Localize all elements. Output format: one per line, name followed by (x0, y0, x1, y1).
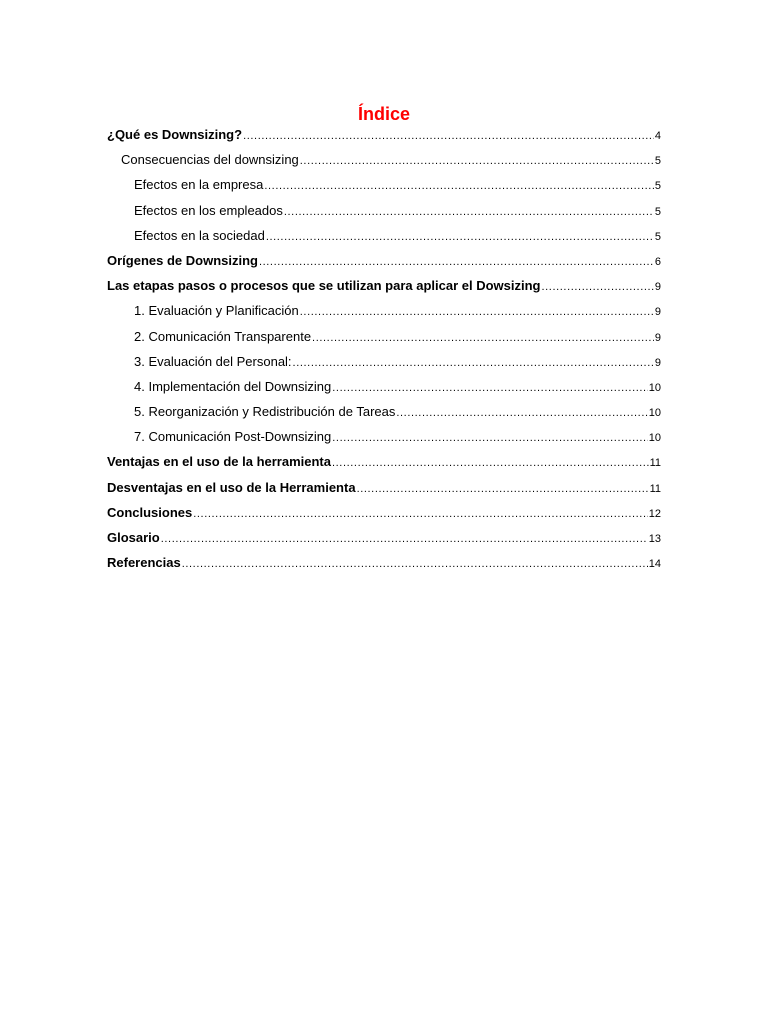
toc-page-number: 13 (648, 533, 661, 545)
toc-dot-leader (284, 200, 654, 225)
toc-entry-text[interactable]: 3. Evaluación del Personal: (134, 353, 292, 369)
toc-page-number: 10 (648, 381, 661, 394)
toc-dot-leader (243, 124, 654, 149)
toc-entry-text[interactable]: 4. Implementación del Downsizing (134, 378, 332, 394)
toc-entry-text[interactable]: Consecuencias del downsizing (121, 152, 299, 168)
toc-dot-leader (357, 477, 649, 502)
toc-entry[interactable] (107, 122, 661, 147)
toc-entry[interactable] (107, 273, 661, 298)
toc-entry[interactable] (107, 147, 661, 172)
toc-entry[interactable] (107, 172, 661, 197)
toc-entry-text[interactable]: Conclusiones (107, 504, 193, 520)
toc-entry-text[interactable]: Referencias (107, 555, 181, 571)
toc-entry[interactable] (107, 349, 661, 374)
toc-entry-text[interactable]: Las etapas pasos o procesos que se utilizan para aplicar el Dowsizing (107, 278, 541, 294)
toc-dot-leader (264, 174, 654, 199)
toc-entry[interactable] (107, 374, 661, 399)
toc-dot-leader (300, 300, 654, 325)
toc-entry[interactable] (107, 298, 661, 323)
toc-page-number: 9 (654, 306, 661, 319)
toc-dot-leader (300, 149, 654, 174)
toc-dot-leader (332, 376, 647, 401)
toc-entry-text[interactable]: 5. Reorganización y Redistribución de Tareas (134, 404, 396, 420)
toc-title: Índice (357, 104, 410, 125)
toc-entry[interactable] (107, 198, 661, 223)
toc-page-number: 14 (648, 558, 661, 571)
toc-entry-text[interactable]: 1. Evaluación y Planificación (134, 303, 299, 319)
toc-entry[interactable] (107, 500, 661, 525)
toc-entry-text[interactable]: Glosario (107, 530, 160, 545)
toc-page-number: 6 (654, 255, 661, 268)
toc-page-number: 9 (654, 331, 661, 344)
toc-entry-text[interactable]: Ventajas en el uso de la herramienta (107, 454, 331, 470)
toc-entry-text[interactable]: Orígenes de Downsizing (107, 252, 258, 268)
toc-entry[interactable] (107, 248, 661, 273)
toc-dot-leader (541, 275, 653, 300)
toc-page-number: 9 (654, 281, 661, 294)
toc-dot-leader (161, 527, 648, 552)
toc-page-number: 5 (654, 230, 661, 243)
toc-page-number: 10 (648, 432, 661, 445)
toc-dot-leader (332, 451, 649, 476)
toc-entry[interactable] (107, 525, 661, 550)
toc-entry-text[interactable]: Efectos en la sociedad (134, 227, 265, 243)
toc-entry-text[interactable]: Efectos en la empresa (134, 177, 264, 193)
toc-entry[interactable] (107, 399, 661, 424)
toc-entry[interactable] (107, 223, 661, 248)
toc-entry-text[interactable]: Desventajas en el uso de la Herramienta (107, 479, 356, 495)
toc-dot-leader (259, 250, 654, 275)
toc-page-number: 11 (649, 457, 661, 470)
toc-page-number: 10 (648, 407, 661, 420)
toc-dot-leader (396, 401, 647, 426)
toc-entry[interactable] (107, 449, 661, 474)
toc-dot-leader (266, 225, 654, 250)
toc-page-number: 5 (654, 180, 661, 193)
toc-dot-leader (312, 326, 654, 351)
toc-entry-text[interactable]: 2. Comunicación Transparente (134, 328, 312, 344)
toc-entry[interactable] (107, 424, 661, 449)
toc-entry-text[interactable]: Efectos en los empleados (134, 202, 283, 218)
toc-entry-text[interactable]: ¿Qué es Downsizing? (107, 127, 243, 142)
toc-page-number: 5 (654, 205, 661, 218)
toc-dot-leader (193, 502, 648, 527)
toc-entry[interactable] (107, 475, 661, 500)
toc-dot-leader (332, 426, 647, 451)
toc-page-number: 4 (654, 130, 661, 142)
toc-entry[interactable] (107, 550, 661, 575)
toc-entry[interactable] (107, 324, 661, 349)
toc-page-number: 9 (654, 356, 661, 369)
toc-page-number: 5 (654, 155, 661, 168)
toc-page-number: 12 (648, 507, 661, 520)
toc-dot-leader (182, 552, 648, 577)
toc-page-number: 11 (649, 482, 661, 495)
table-of-contents (107, 122, 661, 575)
toc-entry-text[interactable]: 7. Comunicación Post-Downsizing (134, 429, 332, 445)
toc-dot-leader (293, 351, 654, 376)
